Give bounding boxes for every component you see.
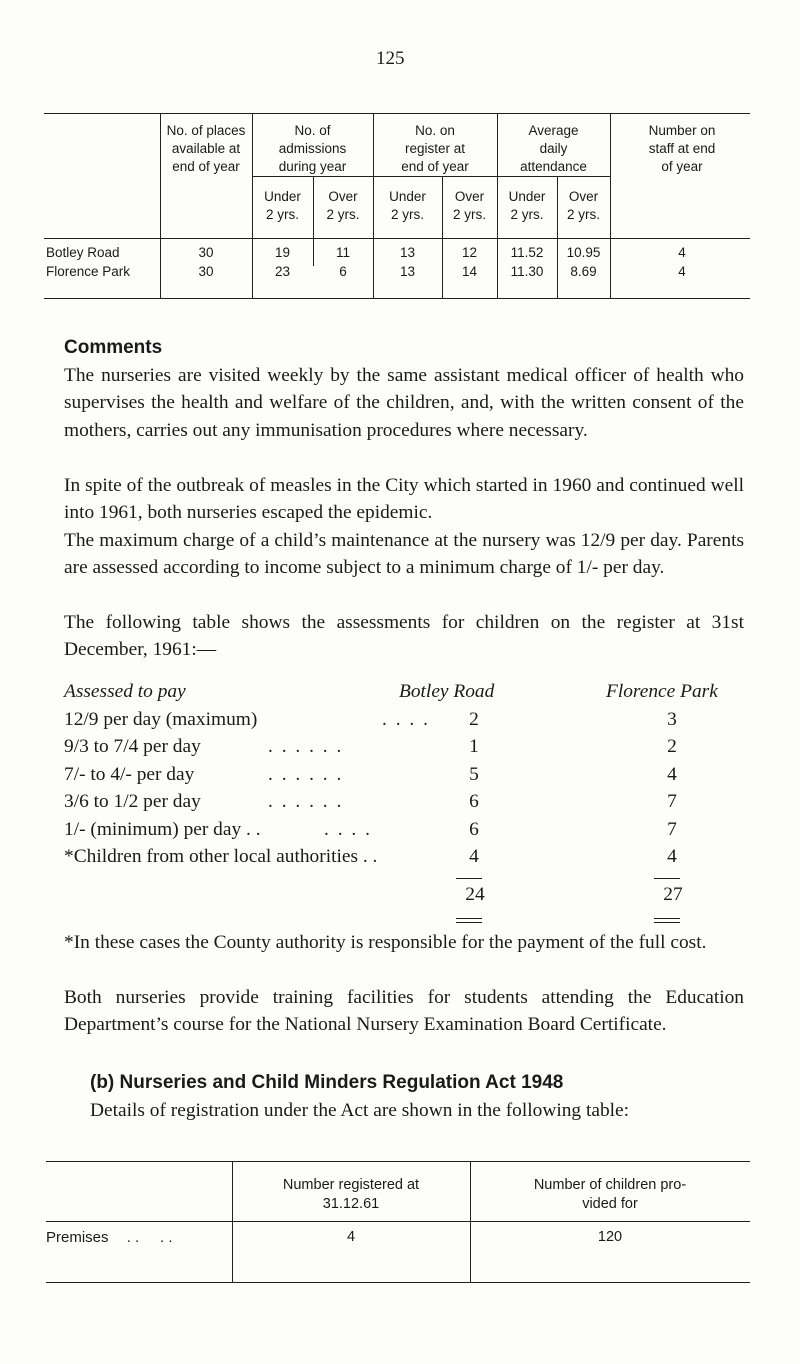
- assessment-label: 3/6 to 1/2 per day: [64, 791, 201, 812]
- florence-count: 4: [667, 764, 677, 785]
- assessment-header: [64, 681, 754, 708]
- cell-att-under: 11.30: [510, 264, 544, 279]
- table-header-rule: [46, 1221, 750, 1222]
- header-attendance: Average daily attendance: [520, 123, 587, 174]
- sum-rule: [654, 878, 680, 879]
- list-item: [64, 709, 754, 736]
- assessment-label: 1/- (minimum) per day . .: [64, 819, 261, 840]
- paragraph-measles: In spite of the outbreak of measles in the City which started in 1960 and continued well into 1961, both nurseries escaped the epidemic.: [64, 475, 744, 524]
- header-register: No. on register at end of year: [401, 123, 469, 174]
- list-item: [64, 819, 754, 846]
- leader-dots: . . . .: [126, 1229, 173, 1246]
- paragraph-charges: The maximum charge of a child’s maintenance at the nursery was 12/9 per day. Parents are assessed according to income subject to a minimum charge of 1/- per day.: [64, 530, 744, 579]
- row-label: Botley Road: [46, 245, 120, 260]
- subheader-over: Over 2 yrs.: [452, 189, 486, 222]
- page-number: 125: [376, 48, 405, 69]
- assessment-label: 12/9 per day (maximum): [64, 709, 258, 730]
- row-label: Premises: [46, 1229, 109, 1246]
- florence-count: 4: [667, 846, 677, 867]
- table-top-rule: [44, 113, 750, 114]
- header-registered: Number registered at 31.12.61: [282, 1177, 420, 1212]
- subheader-under: Under 2 yrs.: [264, 189, 301, 222]
- row-label: Florence Park: [46, 264, 131, 279]
- assessment-label: 7/- to 4/- per day: [64, 764, 195, 785]
- totals-row: [64, 884, 754, 911]
- cell-att-over: 8.69: [570, 264, 597, 279]
- table-bottom-rule: [44, 298, 750, 299]
- botley-count: 1: [469, 736, 479, 757]
- leader-dots: . . . . . .: [268, 764, 344, 785]
- footnote: *In these cases the County authority is responsible for the payment of the full cost.: [64, 932, 707, 953]
- subheader-over: Over 2 yrs.: [566, 189, 600, 222]
- assessment-label: 9/3 to 7/4 per day: [64, 736, 201, 757]
- col-botley: Botley Road: [399, 681, 495, 702]
- cell-reg-over: 14: [461, 264, 478, 279]
- col-florence: Florence Park: [606, 681, 718, 702]
- col-assessed: Assessed to pay: [64, 681, 186, 702]
- cell-reg-over: 12: [461, 245, 478, 260]
- cell-places: 30: [198, 245, 214, 260]
- cell-places: 30: [198, 264, 214, 279]
- cell-att-under: 11.52: [510, 245, 544, 260]
- total-botley: 24: [465, 884, 485, 905]
- botley-count: 6: [469, 791, 479, 812]
- cell-registered: 4: [346, 1229, 356, 1245]
- botley-count: 5: [469, 764, 479, 785]
- cell-children: 120: [597, 1229, 623, 1245]
- header-places: No. of places available at end of year: [166, 123, 246, 174]
- list-item: [64, 846, 754, 873]
- col-divider: [610, 113, 611, 298]
- florence-count: 7: [667, 791, 677, 812]
- paragraph-visits: The nurseries are visited weekly by the same assistant medical officer of health who supervises the health and welfare of the children, and, with the written consent of the mothers, carries out any immunisation procedures where necessary.: [64, 365, 744, 441]
- double-rule: [456, 922, 482, 923]
- header-children: Number of children pro- vided for: [533, 1177, 687, 1212]
- table-bottom-rule: [46, 1282, 750, 1283]
- leader-dots: . . . .: [382, 709, 430, 730]
- florence-count: 7: [667, 819, 677, 840]
- botley-count: 4: [469, 846, 479, 867]
- subheader-under: Under 2 yrs.: [508, 189, 546, 222]
- florence-count: 2: [667, 736, 677, 757]
- botley-count: 6: [469, 819, 479, 840]
- section-b-heading: (b) Nurseries and Child Minders Regulation Act 1948: [90, 1072, 564, 1093]
- leader-dots: . . . . . .: [268, 791, 344, 812]
- cell-staff: 4: [678, 264, 686, 279]
- leader-dots: . . . .: [324, 819, 372, 840]
- section-b-intro: Details of registration under the Act are shown in the following table:: [90, 1100, 630, 1121]
- double-rule: [654, 918, 680, 919]
- sum-rule: [456, 878, 482, 879]
- list-item: [64, 764, 754, 791]
- florence-count: 3: [667, 709, 677, 730]
- assessment-label: *Children from other local authorities . .: [64, 846, 378, 867]
- comments-heading: Comments: [64, 337, 163, 358]
- cell-adm-under: 23: [274, 264, 291, 279]
- leader-dots: . . . . . .: [268, 736, 344, 757]
- cell-adm-over: 11: [335, 245, 350, 260]
- paragraph-training: Both nurseries provide training facilities for students attending the Education Department’s course for the National Nursery Examination Board Certificate.: [64, 987, 744, 1036]
- table-row: [46, 1228, 173, 1247]
- list-item: [64, 791, 754, 818]
- double-rule: [654, 922, 680, 923]
- table-top-rule: [46, 1161, 750, 1162]
- list-item: [64, 736, 754, 763]
- cell-staff: 4: [678, 245, 686, 260]
- subheader-under: Under 2 yrs.: [389, 189, 426, 222]
- table-header-rule: [44, 238, 750, 239]
- total-florence: 27: [663, 884, 683, 905]
- header-staff: Number on staff at end of year: [648, 123, 716, 174]
- subheader-over: Over 2 yrs.: [326, 189, 360, 222]
- cell-adm-over: 6: [339, 264, 347, 279]
- cell-att-over: 10.95: [566, 245, 601, 260]
- paragraph-assessment-intro: The following table shows the assessments for children on the register at 31st December, 1961:—: [64, 612, 744, 661]
- cell-reg-under: 13: [399, 245, 416, 260]
- double-rule: [456, 918, 482, 919]
- header-admissions: No. of admissions during year: [278, 123, 347, 174]
- botley-count: 2: [469, 709, 479, 730]
- cell-reg-under: 13: [399, 264, 416, 279]
- cell-adm-under: 19: [274, 245, 291, 260]
